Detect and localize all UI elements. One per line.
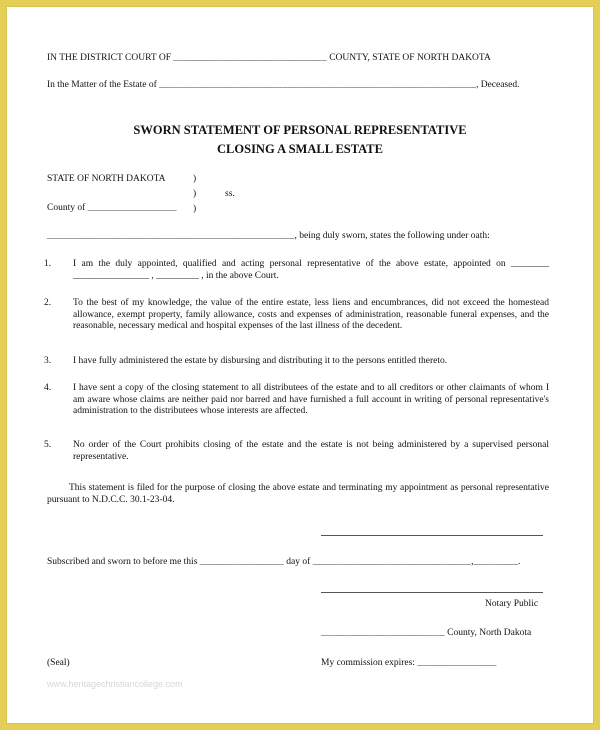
seal-label: (Seal): [47, 658, 70, 668]
oath-text: , being duly sworn, states the following under oath:: [294, 231, 490, 241]
affiant-signature-line[interactable]: [321, 535, 543, 536]
court-prefix: IN THE DISTRICT COURT OF: [47, 53, 171, 63]
paragraph-4-text: I have sent a copy of the closing statement to all distributees of the estate and to all creditors or other claimants of whom I am aware whose claims are neither paid nor barred and have furnished a full account in writing of personal representative's administration to the distributees whose interests are affected.: [73, 383, 549, 417]
oath-line: [47, 230, 490, 242]
paragraph-5-text: No order of the Court prohibits closing of the estate and the estate is not being administered by a supervised personal representative.: [73, 440, 549, 462]
notary-signature-line[interactable]: [321, 592, 543, 593]
paragraph-2-text: To the best of my knowledge, the value of the entire estate, less liens and encumbrances, did not exceed the homestead allowance, exempt property, family allowance, costs and expenses of administration, reasonable funeral expenses, and the reasonable, necessary medical and hospital expenses of the last illness of the decedent.: [73, 298, 549, 332]
paragraph-4-number: 4.: [44, 383, 52, 393]
venue-bracket-3: ): [193, 204, 197, 214]
court-county-blank[interactable]: _______________________________: [173, 53, 327, 63]
matter-prefix: In the Matter of the Estate of: [47, 80, 157, 90]
document-page: [6, 6, 594, 724]
paragraph-2: [44, 298, 549, 333]
paragraph-3: [44, 356, 549, 368]
document-title-line-2: CLOSING A SMALL ESTATE: [217, 142, 383, 156]
matter-suffix: , Deceased.: [475, 80, 520, 90]
paragraph-5-number: 5.: [44, 440, 52, 450]
closing-paragraph: This statement is filed for the purpose of closing the above estate and terminating my appointment as personal representative pursuant to N.D.C.C. 30.1-23-04.: [47, 483, 549, 505]
venue-state: STATE OF NORTH DAKOTA: [47, 174, 166, 184]
subscribed-prefix: Subscribed and sworn to before me this: [47, 557, 198, 567]
venue-bracket-2: ): [193, 189, 197, 199]
venue-bracket-1: ): [193, 174, 197, 184]
venue-county-blank[interactable]: __________________: [87, 203, 177, 213]
watermark-text: www.heritagechristiancollege.com: [47, 679, 183, 689]
venue-county-prefix: County of: [47, 203, 86, 213]
paragraph-3-text: I have fully administered the estate by disbursing and distributing it to the persons entitled thereto.: [73, 356, 448, 366]
commission-expiry-blank[interactable]: ________________: [417, 658, 497, 668]
paragraph-1: [44, 259, 549, 282]
notary-county-suffix: County, North Dakota: [447, 628, 532, 638]
notary-county-line: [321, 627, 531, 639]
subscribed-year-blank[interactable]: _________: [473, 557, 519, 567]
notary-county-blank[interactable]: _________________________: [321, 628, 445, 638]
document-title-line-1: SWORN STATEMENT OF PERSONAL REPRESENTATIVE: [133, 123, 467, 137]
commission-prefix: My commission expires:: [321, 658, 415, 668]
commission-line: [321, 657, 497, 669]
paragraph-1-number: 1.: [44, 259, 52, 269]
venue-ss: ss.: [225, 189, 235, 199]
notary-public-label: Notary Public: [485, 599, 539, 609]
paragraph-3-number: 3.: [44, 356, 52, 366]
venue-county: [47, 202, 177, 214]
paragraph-5: [44, 440, 549, 463]
paragraph-1-text: I am the duly appointed, qualified and acting personal representative of the above estate, appointed on ________ ________________ , _________ , in the above Court.: [73, 259, 549, 281]
court-suffix: COUNTY, STATE OF NORTH DAKOTA: [329, 53, 491, 63]
subscribed-day-blank[interactable]: _________________: [199, 557, 284, 567]
affiant-name-blank[interactable]: __________________________________________________: [47, 231, 295, 241]
subscribed-mid: day of: [286, 557, 311, 567]
subscribed-comma: ,: [471, 557, 474, 567]
paragraph-4: [44, 383, 549, 418]
court-line: [47, 52, 491, 64]
subscribed-end: .: [518, 557, 521, 567]
estate-name-blank[interactable]: ________________________________________________________________: [159, 80, 476, 90]
subscribed-line: [47, 556, 520, 568]
matter-line: [47, 79, 519, 91]
paragraph-2-number: 2.: [44, 298, 52, 308]
subscribed-month-blank[interactable]: ________________________________: [312, 557, 472, 567]
